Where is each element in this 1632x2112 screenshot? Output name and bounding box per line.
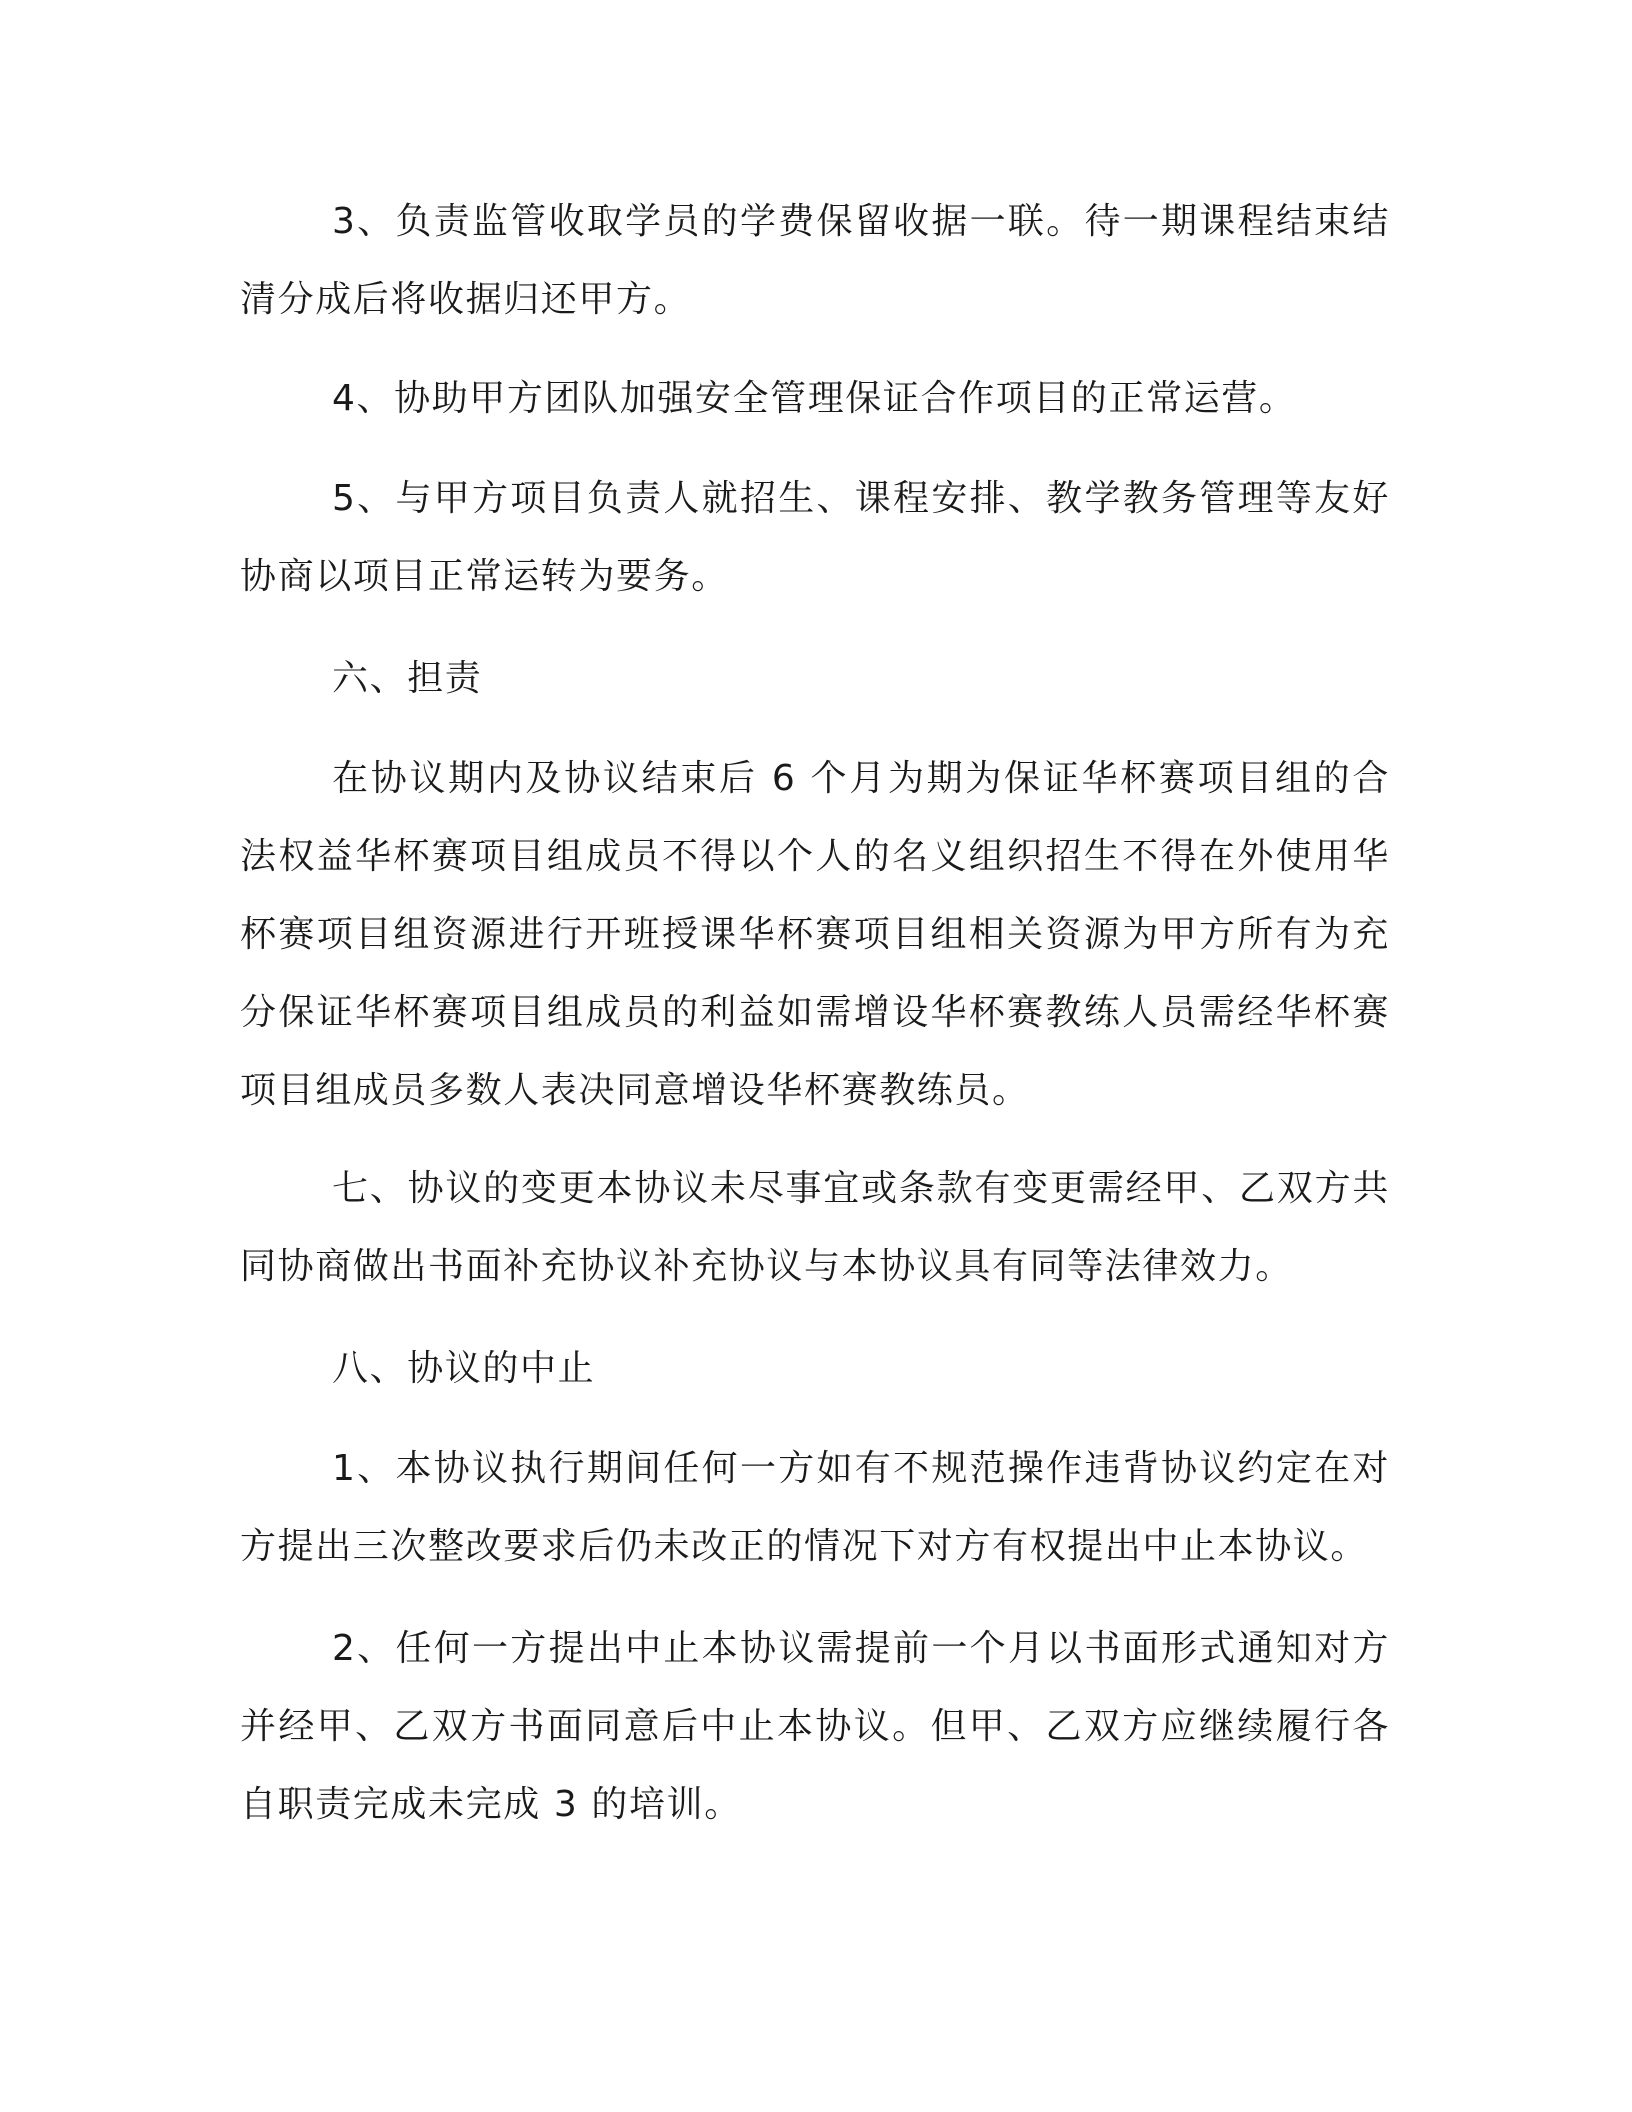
- paragraph-clause-3: 3、负责监管收取学员的学费保留收据一联。待一期课程结束结清分成后将收据归还甲方。: [240, 201, 1390, 320]
- paragraph-liability: 在协议期内及协议结束后 6 个月为期为保证华杯赛项目组的合法权益华杯赛项目组成员不得以个人的名义组织招生不得在外使用华杯赛项目组资源进行开班授课华杯赛项目组相关资源为甲方所有为充分保证华杯赛项目组成员的利益如需增设华杯赛教练人员需经华杯赛项目组成员多数人表决同意增设华杯赛教练员。: [240, 758, 1390, 1111]
- paragraph-termination-2: 2、任何一方提出中止本协议需提前一个月以书面形式通知对方并经甲、乙双方书面同意后中止本协议。但甲、乙双方应继续履行各自职责完成未完成 3 的培训。: [240, 1628, 1390, 1825]
- paragraph-termination-1: 1、本协议执行期间任何一方如有不规范操作违背协议约定在对方提出三次整改要求后仍未改正的情况下对方有权提出中止本协议。: [240, 1448, 1390, 1567]
- paragraph-clause-4: 4、协助甲方团队加强安全管理保证合作项目的正常运营。: [332, 378, 1297, 419]
- paragraph-clause-5: 5、与甲方项目负责人就招生、课程安排、教学教务管理等友好协商以项目正常运转为要务。: [240, 478, 1390, 597]
- section-heading-6: 六、担责: [332, 658, 483, 699]
- paragraph-amendment: 七、协议的变更本协议未尽事宜或条款有变更需经甲、乙双方共同协商做出书面补充协议补充协议与本协议具有同等法律效力。: [240, 1168, 1390, 1287]
- section-heading-8: 八、协议的中止: [332, 1348, 596, 1389]
